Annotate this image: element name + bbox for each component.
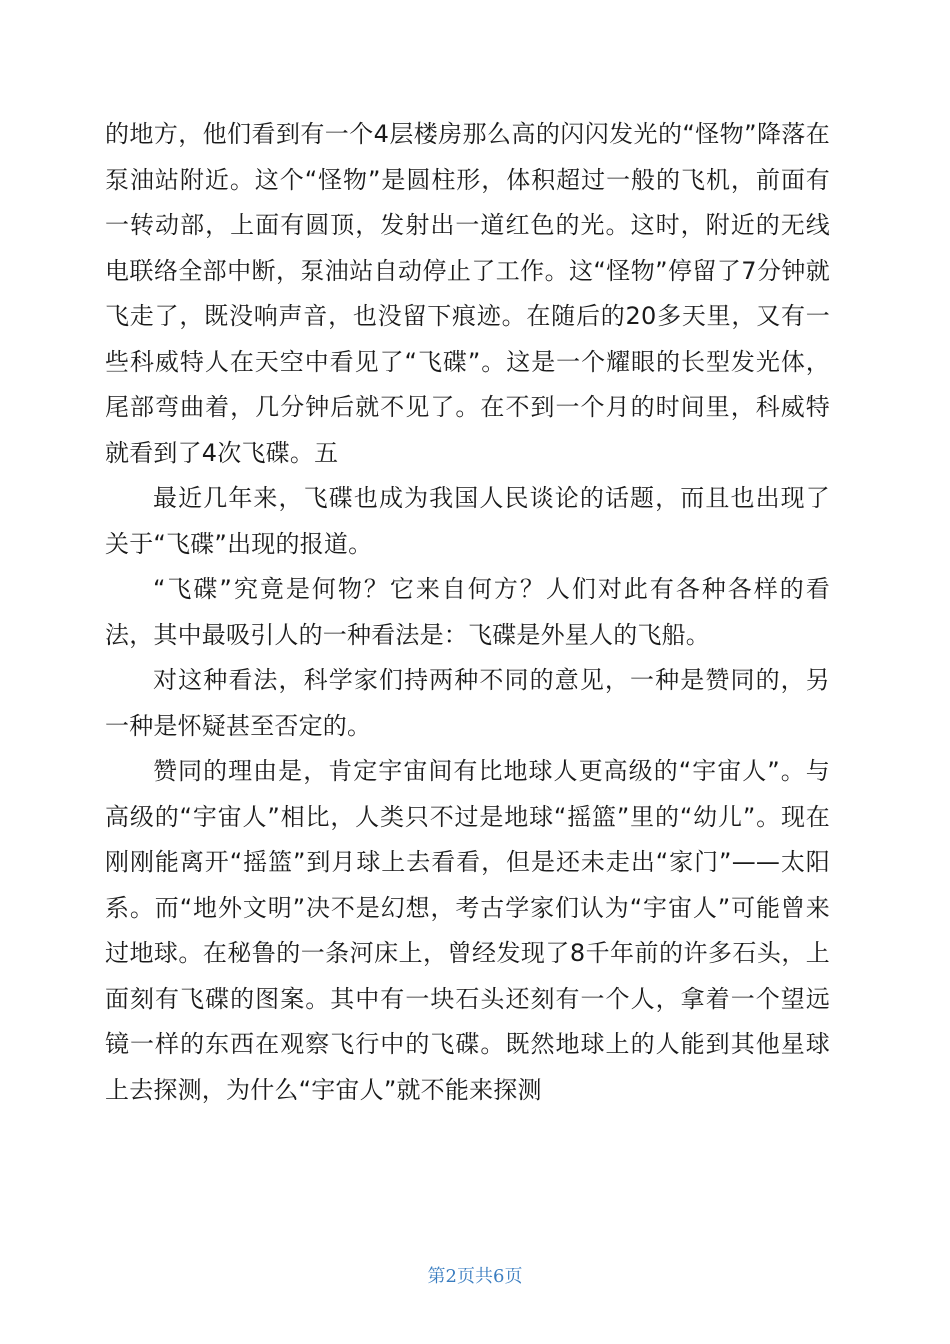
paragraph-3: “飞碟”究竟是何物？它来自何方？人们对此有各种各样的看法，其中最吸引人的一种看法是：飞碟是外星人的飞船。 (105, 575, 830, 649)
page-number-footer: 第2页共6页 (427, 1266, 523, 1287)
paragraph-5: 赞同的理由是，肯定宇宙间有比地球人更高级的“宇宙人”。与高级的“宇宙人”相比，人类只不过是地球“摇篮”里的“幼儿”。现在刚刚能离开“摇篮”到月球上去看看，但是还未走出“家门”——太阳系。而“地外文明”决不是幻想，考古学家们认为“宇宙人”可能曾来过地球。在秘鲁的一条河床上，曾经发现了8千年前的许多石头，上面刻有飞碟的图案。其中有一块石头还刻有一个人，拿着一个望远镜一样的东西在观察飞行中的飞碟。既然地球上的人能到其他星球上去探测，为什么“宇宙人”就不能来探测 (105, 757, 830, 1104)
paragraph-2: 最近几年来，飞碟也成为我国人民谈论的话题，而且也出现了关于“飞碟”出现的报道。 (105, 484, 830, 558)
paragraph-1: 的地方，他们看到有一个4层楼房那么高的闪闪发光的“怪物”降落在泵油站附近。这个“怪物”是圆柱形，体积超过一般的飞机，前面有一转动部，上面有圆顶，发射出一道红色的光。这时，附近的无线电联络全部中断，泵油站自动停止了工作。这“怪物”停留了7分钟就飞走了，既没响声音，也没留下痕迹。在随后的20多天里，又有一些科威特人在天空中看见了“飞碟”。这是一个耀眼的长型发光体，尾部弯曲着，几分钟后就不见了。在不到一个月的时间里，科威特就看到了4次飞碟。五 (105, 120, 830, 467)
paragraph-4: 对这种看法，科学家们持两种不同的意见，一种是赞同的，另一种是怀疑甚至否定的。 (105, 666, 830, 740)
document-body (105, 112, 830, 1113)
